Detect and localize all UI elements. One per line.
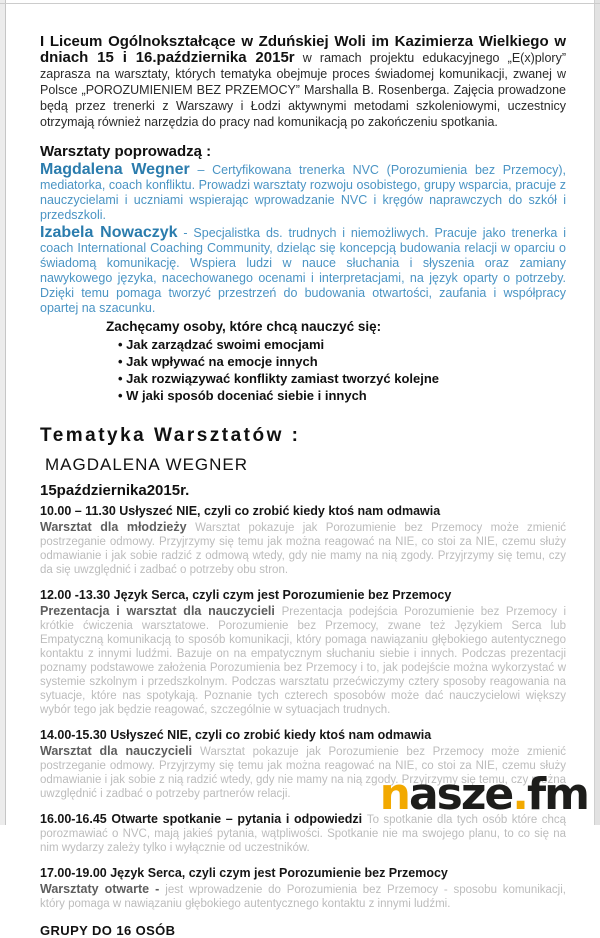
nasze-fm-logo [379,769,588,820]
bullet-icon [118,354,126,369]
session-desc: Warsztat pokazuje jak Porozumienie bez Przemocy może zmienić postrzeganie odmowy. Przyjrzymy się temu jak można reagować na NIE, co stoi za NIE, czemu służy odmawianie i jak sobie z nią radzić wtedy, gdy nie mamy na nią zgody. Przyjrzymy się temu, czy można uwzględnić i zadbać o potrzeby partnerów relacji. [40,746,566,800]
presenter-sep-magdalena: – [189,163,213,177]
session-label: Prezentacja i warsztat dla nauczycieli [40,604,282,618]
encourage-heading: Zachęcamy osoby, które chcą nauczyć się: [106,319,382,334]
list-item [118,336,566,353]
topics-date: 15października2015r. [40,482,190,499]
presenter-sep-izabela: - [177,226,194,240]
groups-size-note: GRUPY DO 16 OSÓB [40,923,176,938]
session-body [40,882,566,911]
session-1200 [40,588,566,717]
session-title: 14.00-15.30 Usłyszeć NIE, czyli co zrobić kiedy ktoś nam odmawia [40,728,432,742]
session-body [40,520,566,577]
intro-bold-text: I Liceum Ogólnokształcące w Zduńskiej Woli im Kazimierza Wielkiego w dniach 15 i 16.października 2015r [40,33,566,66]
logo-text-fm: fm [527,769,588,820]
session-label: Warsztat dla młodzieży [40,520,196,534]
bullet-text: Jak wpływać na emocje innych [126,354,318,369]
session-label: Warsztaty otwarte - [40,882,166,896]
session-title: 17.00-19.00 Język Serca, czyli czym jest Porozumienie bez Przemocy [40,866,448,880]
presenters-heading: Warsztaty poprowadzą : [40,143,212,160]
presenter-magdalena [40,162,566,223]
encourage-bullet-list [118,336,566,404]
intro-rest-text: w ramach projektu edukacyjnego „E(x)plory” zaprasza na warsztaty, których tematyka obejmuje proces świadomej komunikacji, zwanej w Polsce „POROZUMIENIEM BEZ PRZEMOCY” Marshalla B. Rosenberga. Zajęcia prowadzone będą przez trenerki z Warszawy i Łodzi aktywnymi metodami szkoleniowymi, uczestnicy otrzymają również narzędzia do pracy nad komunikacją po zakończeniu spotkania. [40,51,566,129]
logo-text-asze: asze [408,769,513,820]
topics-presenter: MAGDALENA WEGNER [45,455,249,474]
session-desc: To spotkanie dla tych osób które chcą porozmawiać o NVC, mają jakieś pytania, wątpliwości. Spotkanie nie ma swojego planu, to co się na nim wydarzy zależy tylko i wyłącznie od uczestników. [40,814,566,854]
logo-dot: . [512,769,527,820]
presenter-bio-magdalena: Certyfikowana trenerka NVC (Porozumienia bez Przemocy), mediatorka, coach konfliktu. Prowadzi warsztaty rozwoju osobistego, grupy wsparcia, pracuje z nauczycielami i uczniami wspierając wprowadzanie NVC i kręgów naprawczych do szkół i przedszkoli. [40,163,566,222]
bullet-text: Jak rozwiązywać konflikty zamiast tworzyć kolejne [126,371,440,386]
bullet-icon [118,388,126,403]
presenter-izabela [40,225,566,316]
session-1000 [40,504,566,577]
session-title: 10.00 – 11.30 Usłyszeć NIE, czyli co zrobić kiedy ktoś nam odmawia [40,504,441,518]
page-right-edge [594,0,600,825]
list-item [118,353,566,370]
topics-heading: Tematyka Warsztatów : [40,425,301,446]
bullet-icon [118,371,126,386]
session-desc: Warsztat pokazuje jak Porozumienie bez Przemocy może zmienić postrzeganie odmowy. Przyjrzymy się temu jak można reagować na NIE, co stoi za NIE, czemu służy odmawianie i jak sobie radzić z odmową wtedy, gdy nie mamy na nią zgody. Przyjrzymy się temu, czy da się uwzględnić i zadbać o potrzeby obu stron. [40,522,566,576]
session-body [40,604,566,717]
list-item [118,370,566,387]
bullet-icon [118,337,126,352]
session-title: 12.00 -13.30 Język Serca, czyli czym jest Porozumienie bez Przemocy [40,588,452,602]
logo-letter-n: n [379,769,409,820]
page-top-edge [0,3,600,4]
page-left-edge [0,0,6,825]
bullet-text: Jak zarządzać swoimi emocjami [126,337,325,352]
bullet-text: W jaki sposób doceniać siebie i innych [126,388,367,403]
presenter-name-izabela: Izabela Nowaczyk [40,224,178,241]
presenter-name-magdalena: Magdalena Wegner [40,161,190,178]
session-desc: Prezentacja podejścia Porozumienie bez Przemocy i krótkie ćwiczenia warsztatowe. Porozumienie bez Przemocy, zwane też Językiem Serca lub Empatyczną komunikacją to sposób komunikacji, który pomaga nawiązaniu głębokiego autentycznego kontaktu z innymi ludźmi. Bazuje on na empatycznym słuchaniu siebie i innych. Podczas prezentacji poznamy podstawowe założenia Porozumienia bez Przemocy i to, jak podejście można wykorzystać w systemie szkolnym i przedszkolnym. Podczas warsztatu przećwiczymy cztery sposoby reagowania na sytuacje, które nas spotykają. Poznanie tych czterech sposobów może dać nauczycielowi większy wybór tego jak będzie reagować, szczególnie w sytuacjach trudnych. [40,606,566,716]
session-title: 16.00-16.45 Otwarte spotkanie – pytania i odpowiedzi [40,812,367,826]
session-1700 [40,866,566,911]
list-item [118,387,566,404]
presenter-bio-izabela: Specjalistka ds. trudnych i niemożliwych. Pracuje jako trenerka i coach International Coaching Community, dzieląc się koncepcją budowania relacji w oparciu o świadomą komunikację. Wspiera ludzi w nauce słuchania i słyszenia oraz zamiany nawykowego języka, nacechowanego ocenami i interpretacjami, na język oparty o potrzeby. Dzięki temu pomaga tworzyć przestrzeń do budowania otwartości, zaufania i współpracy opartej na szacunku. [40,226,566,315]
session-desc: jest wprowadzenie do Porozumienia bez Przemocy - sposobu komunikacji, który pomaga w nawiązaniu głębokiego autentycznego kontaktu z innymi ludźmi. [40,884,566,910]
intro-paragraph [40,34,566,130]
session-label: Warsztat dla nauczycieli [40,744,201,758]
